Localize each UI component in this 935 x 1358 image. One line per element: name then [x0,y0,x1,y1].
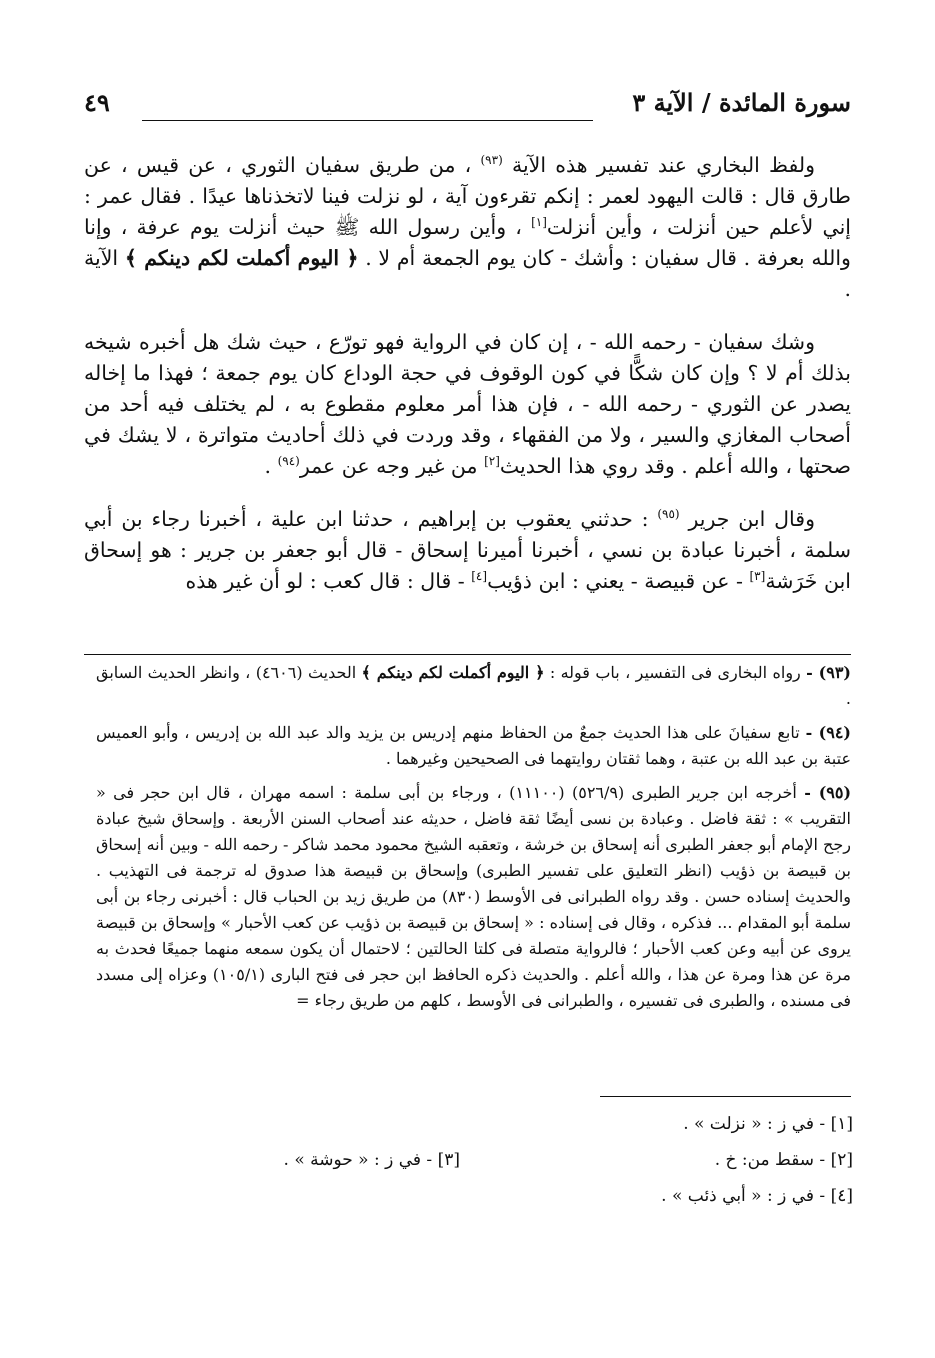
variant-note-2: [٢] - سقط من: خ . [714,1150,853,1170]
paragraph-1: ولفظ البخاري عند تفسير هذه الآية $^{(٩٣)}$ ، من طريق سفيان الثوري ، عن قيس ، عن طارق قال : قالت اليهود لعمر : إنكم تقرءون آية ، لو نزلت فينا لاتخذناها عيدًا . فقال عمر : إني لأعلم حين أنزلت ، وأين أنزلت[١] ، وأين رسول الله ﷺ حيث أنزلت يوم عرفة ، وإنا والله بعرفة . قال سفيان : وأشك - كان يوم الجمعة أم لا . ﴿ اليوم أكملت لكم دينكم ﴾ الآية . [84,153,851,301]
variants-divider [600,1096,851,1097]
paragraph-3: وقال ابن جرير $^{(٩٥)}$ : حدثني يعقوب بن إبراهيم ، حدثنا ابن علية ، أخبرنا رجاء بن أبي سلمة ، أخبرنا عبادة بن نسي ، أخبرنا أميرنا إسحاق - قال أبو جعفر بن جرير : هو إسحاق ابن خَرَشة[٣] - عن قبيصة - يعني : ابن ذؤيب[٤] - قال : قال كعب : لو أن غير هذه [84,507,851,593]
variant-ref-4: [٤] [471,569,488,584]
main-text [84,150,851,619]
footnote-93: (٩٣) - رواه البخارى فى التفسير ، باب قوله : ﴿ اليوم أكملت لكم دينكم ﴾ الحديث (٤٦٠٦) ، وانظر الحديث السابق . [96,663,851,708]
variant-ref-3: [٣] [749,569,766,584]
surah-title: سورة المائدة / الآية ٣ [632,88,851,117]
paragraph-2: وشك سفيان - رحمه الله - ، إن كان في الرواية فهو تورّع ، حيث شك هل أخبره شيخه بذلك أم لا ؟ وإن كان شكًّا في كون الوقوف في حجة الوداع كان يوم جمعة ؛ فهذا ما إخاله يصدر عن الثوري - رحمه الله - ، فإن هذا أمر معلوم مقطوع به ، لم يختلف فيه أحد من أصحاب المغازي والسير ، ولا من الفقهاء ، وقد وردت في ذلك أحاديث متواترة ، لا يشك في صحتها ، والله أعلم . وقد روي هذا الحديث[٢] من غير وجه عن عمر$^{(٩٤)}$ . [84,330,851,478]
page-header [84,86,851,126]
footnote-ref-93: (٩٣) [480,153,503,168]
variant-ref-1: [١] [531,215,547,230]
footnote-ref-94: (٩٤) [277,454,300,469]
footnote-ref-95: (٩٥) [657,507,680,522]
page-number: ٤٩ [84,88,110,117]
footnote-94: (٩٤) - تابع سفيانَ على هذا الحديث جمعٌ من الحفاظ منهم إدريس بن يزيد والد عبد الله بن إدريس ، وأبو العميس عتبة بن عبد الله بن عتبة ، وهما ثقتان روايتهما فى الصحيحين وغيرهما . [96,723,851,768]
variant-note-3: [٣] - في ز : « حوشة » . [283,1150,460,1170]
variant-ref-2: [٢] [484,454,500,469]
quran-verse: ﴿ اليوم أكملت لكم دينكم ﴾ [124,246,359,270]
footnote-95: (٩٥) - أخرجه ابن جرير الطبرى (٥٢٦/٩) (١١١٠٠) ، ورجاء بن أبى سلمة : اسمه مهران ، قال ابن حجر فى « التقريب » : ثقة فاضل . وعبادة بن نسى أيضًا ثقة فاضل ، حديثه عند أصحاب السنن الأربعة . وإسحاق شيخ عبادة رجح الإمام أبو جعفر الطبرى أنه إسحاق بن خرشة ، وتعقبه الشيخ محمود محمد شاكر - رحمه الله - وبين أنه إسحاق بن قبيصة بن ذؤيب (انظر التعليق على تفسير الطبرى) وإسحاق بن قبيصة هذا صدوق له ترجمة فى التهذيب . والحديث إسناده حسن . وقد رواه الطبرانى فى الأوسط (٨٣٠) من طريق زيد بن الحباب قال : أخبرنى رجاء بن أبى سلمة أبو المقدام ... فذكره ، وقال فى إسناده : « إسحاق بن قبيصة بن ذؤيب عن كعب الأحبار » وإسحاق بن قبيصة يروى عن أبيه وعن كعب الأحبار ؛ فالرواية متصلة فى كلتا الحالتين ؛ لاحتمال أن يكون سمعه منهما جميعًا فحدث به مرة عن هذا ومرة عن هذا ، والله أعلم . والحديث ذكره الحافظ ابن حجر فى فتح البارى (١٠٥/١) وعزاه إلى مسدد فى مسنده ، والطبرى فى تفسيره ، والطبرانى فى الأوسط ، كلهم من طريق رجاء = [96,783,852,1010]
variant-note-4: [٤] - في ز : « أبي ذئب » . [661,1186,853,1206]
variant-note-1: [١] - في ز : « نزلت » . [683,1114,853,1134]
footnotes [96,660,851,1022]
header-rule [142,120,593,121]
footnotes-divider [84,654,851,655]
